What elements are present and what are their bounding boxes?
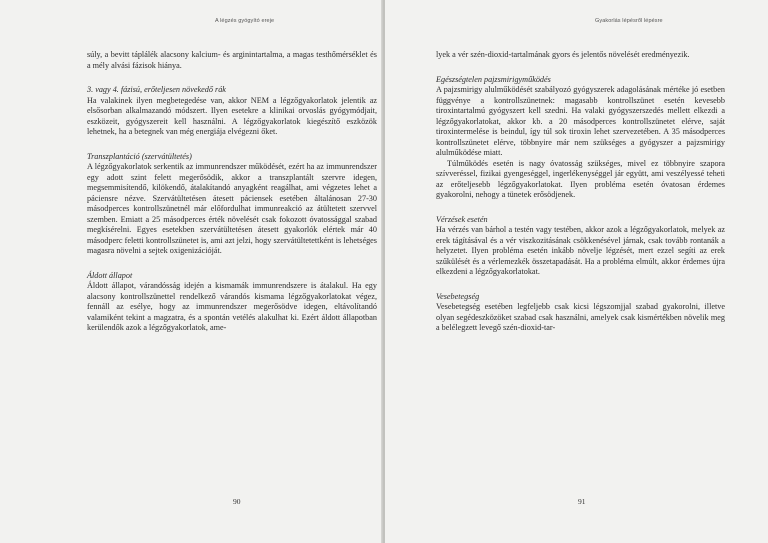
paragraph: Ha vérzés van bárhol a testén vagy testében, akkor azok a légzőgyakorlatok, melyek az erek tágításával és a vér viszkozitásának csökkenésével járnak, csak tovább rontanák a helyzetet. Ilyen probléma esetén inkább növelje légzését, mert ezzel segíti az erek szűkülését és a vérlemezkék összetapadását. Ha a probléma elmúlt, akkor érdemes újra elkezdeni a légzőgyakorlatokat. <box>436 225 725 276</box>
paragraph: A pajzsmirigy alulműködését szabályozó gyógyszerek adagolásának mértéke jó esetben függvénye a kontrollszünetnek: magasabb kontrollszünet esetén kevesebb tiroxintartalmú gyógyszert kell szedni. Ha valaki gyógyszerszedés mellett elkezdi a légzőgyakorlatokat, akkor kb. a 20 másodperces kontrollszünetet elérve, saját tiroxintermelése is beindul, így túl sok tiroxin lehet szervezetében. A 35 másodperces kontrollszünetet elérve, többnyire már nem szükséges a gyógyszer a pajzsmirigy alulműködése miatt. <box>436 85 725 157</box>
left-page-number: 90 <box>233 497 241 506</box>
left-running-head: A légzés gyógyító ereje <box>215 18 275 24</box>
left-text-block <box>87 50 377 334</box>
right-running-head: Gyakorlás lépésről lépésre <box>595 18 663 24</box>
section-heading: Vérzések esetén <box>436 214 488 224</box>
section-heading: Vesebetegség <box>436 291 480 301</box>
left-page <box>0 0 383 543</box>
section-heading: Áldott állapot <box>87 270 133 280</box>
right-page <box>385 0 768 543</box>
paragraph: A légzőgyakorlatok serkentik az immunrendszer működését, ezért ha az immunrendszer egy adott szint felett megerősödik, akkor a transzplantált szervre idegen, megsemmisítendő, kilökendő, átalakítandó anyagként reagálhat, ami végzetes lehet a páciensre nézve. Szervátültetésen átesett páciensek esetében általánosan 27-30 másodperces kontrollszünetnél már előfordulhat immunreakció az átültetett szervvel szemben. Emiatt a 25 másodperces érték növelését csak fokozott óvatossággal szabad megkísérelni. Egyes esetekben szervátültetésen átesett gyakorlók elértek már 40 másodperc feletti kontrollszünetet is, ami azt jelzi, hogy szervátültetettként is lehetséges magasra növelni a sejtek oxigenizációját. <box>87 162 377 255</box>
paragraph: Vesebetegség esetében legfeljebb csak kicsi légszomjjal szabad gyakorolni, illetve olyan segédeszközöket szabad csak használni, amelyek csak kismértékben növelik meg a belélegzett levegő szén-dioxid-tar- <box>436 302 725 332</box>
paragraph: Áldott állapot, várandósság idején a kismamák immunrendszere is átalakul. Ha egy alacsony kontrollszünettel rendelkező várandós kismama légzőgyakorlatokat végez, fennáll az esélye, hogy az immunrendszer megerősödve idegen, eltávolítandó valamiként tekint a magzatra, és a spontán vetélés alakulhat ki. Ezért áldott állapotban kerülendők azok a légzőgyakorlatok, ame- <box>87 281 377 332</box>
section-heading: 3. vagy 4. fázisú, erőteljesen növekedő rák <box>87 85 226 94</box>
right-text-block <box>436 50 725 334</box>
section-heading: Transzplantáció (szervátültetés) <box>87 151 192 161</box>
paragraph: Túlműködés esetén is nagy óvatosság szükséges, mivel ez többnyire szapora szívveréssel, fizikai gyengeséggel, ingerlékenységgel jár együtt, ami veszélyessé teheti az erőteljesebb légzőgyakorlatokat. Ilyen probléma esetén óvatosan érdemes gyakorolni, nehogy a tünetek erősödjenek. <box>436 158 725 199</box>
paragraph: súly, a bevitt táplálék alacsony kalcium- és arginintartalma, a magas testhőmérséklet és a mély alvási fázisok hiánya. <box>87 50 377 70</box>
paragraph: Ha valakinek ilyen megbetegedése van, akkor NEM a légzőgyakorlatok jelentik az elsősorban alkalmazandó módszert. Ilyen esetekre a klinikai orvoslás gyógymódjait, eszközeit, gyógyszereit kell használni. A légzőgyakorlatok kiegészítő eszközök lehetnek, ha a betegnek van még energiája elvégezni őket. <box>87 95 377 136</box>
right-page-number: 91 <box>578 497 586 506</box>
paragraph: lyek a vér szén-dioxid-tartalmának gyors és jelentős növelését eredményezik. <box>436 50 690 59</box>
section-heading: Egészségtelen pajzsmirigyműködés <box>436 74 551 84</box>
